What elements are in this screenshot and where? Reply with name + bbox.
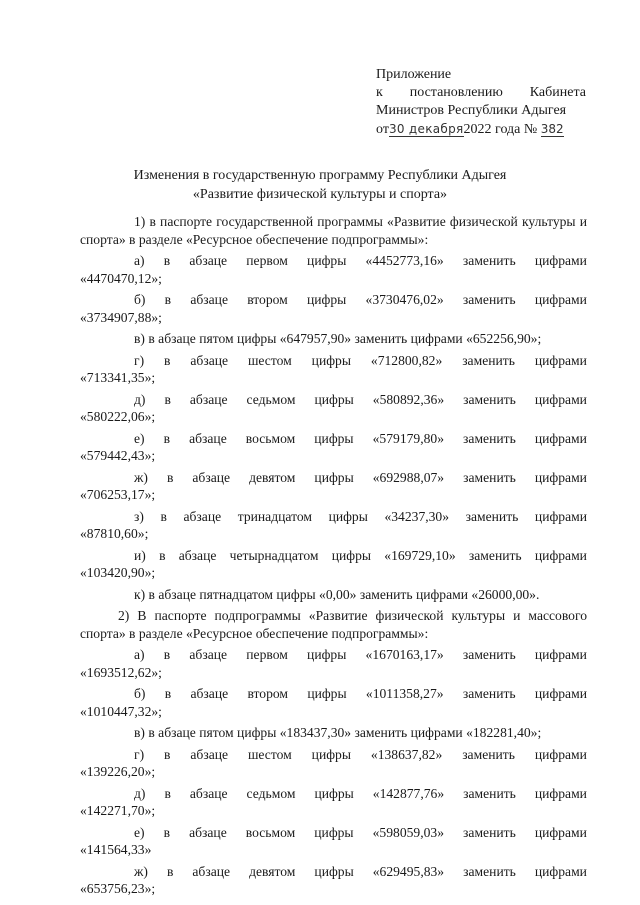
- amendment-word: «1011358,27»: [365, 686, 444, 701]
- annex-date-line: [376, 120, 586, 139]
- amendment-word: цифрами: [534, 547, 587, 563]
- amendment-word: абзаце: [189, 785, 228, 801]
- annex-line-2: [376, 84, 586, 102]
- amendment-word: абзаце: [189, 391, 228, 407]
- section-1-items: [80, 252, 587, 603]
- amendment-item: [80, 746, 587, 781]
- amendment-word: абзаце: [190, 746, 229, 762]
- amendment-line: [80, 685, 587, 703]
- amendment-word: цифрами: [534, 292, 587, 307]
- amendment-item: [80, 586, 587, 604]
- amendment-continuation: «1693512,62»;: [80, 664, 162, 680]
- amendment-word: абзаце: [178, 547, 217, 563]
- amendment-word: в: [163, 647, 171, 662]
- amendment-word: заменить: [463, 785, 516, 801]
- amendment-line: [80, 547, 587, 565]
- amendment-word: в: [164, 292, 172, 307]
- annex-word: Кабинета: [529, 85, 586, 100]
- amendment-word: шестом: [247, 352, 292, 368]
- amendment-word: «1670163,17»: [365, 647, 444, 662]
- amendment-line: [80, 291, 587, 309]
- amendment-word: цифрами: [534, 391, 587, 407]
- amendment-continuation: «103420,90»;: [80, 565, 156, 580]
- amendment-line: [80, 785, 587, 803]
- title-line-1: Изменения в государственную программу Республики Адыгея: [133, 168, 507, 183]
- amendment-word: цифрами: [534, 746, 587, 762]
- amendment-word: цифрами: [534, 508, 587, 524]
- amendment-word: цифрами: [534, 863, 587, 879]
- amendment-line: [80, 469, 587, 487]
- amendment-line: [80, 863, 587, 881]
- section-2-items: [80, 646, 587, 898]
- amendment-item: [80, 685, 587, 720]
- amendment-word: заменить: [463, 391, 516, 407]
- amendment-word: цифры: [314, 391, 354, 407]
- amendment-word: первом: [246, 647, 288, 662]
- amendment-word: абзаце: [183, 508, 222, 524]
- amendment-continuation: «87810,60»;: [80, 526, 149, 541]
- amendment-continuation: «139226,20»;: [80, 764, 156, 779]
- handwritten-date: 30 декабря: [388, 122, 464, 136]
- amendment-word: первом: [246, 253, 288, 268]
- amendment-word: заменить: [463, 863, 516, 879]
- amendment-line: [80, 508, 587, 526]
- amendment-line: [80, 252, 587, 270]
- amendment-word: цифрами: [534, 647, 587, 662]
- amendment-word: цифры: [307, 647, 347, 662]
- amendment-continuation: «3734907,88»;: [80, 309, 162, 325]
- amendment-word: б): [134, 686, 146, 701]
- amendment-line: [80, 391, 587, 409]
- amendment-word: з): [134, 508, 144, 524]
- amendment-word: заменить: [463, 824, 516, 840]
- amendment-word: цифрами: [534, 253, 587, 268]
- amendment-word: цифры: [331, 547, 372, 563]
- amendment-word: цифры: [311, 746, 351, 762]
- amendment-line: [80, 646, 587, 664]
- amendment-word: «34237,30»: [384, 508, 450, 524]
- amendment-word: цифрами: [534, 469, 587, 485]
- amendment-word: абзаце: [189, 430, 227, 446]
- amendment-word: «692988,07»: [372, 469, 445, 485]
- section-1-intro: 1) в паспорте государственной программы «Развитие физической культуры и спорта» в разделе «Ресурсное обеспечение подпрограммы»:: [80, 214, 587, 247]
- amendment-word: заменить: [462, 352, 515, 368]
- amendment-line: [80, 824, 587, 842]
- amendment-word: заменить: [465, 508, 519, 524]
- amendment-item: [80, 291, 587, 326]
- section-2-intro: 2) В паспорте подпрограммы «Развитие физической культуры и массового спорта» в разделе «Ресурсное обеспечение подпрограммы»:: [80, 608, 587, 641]
- amendment-item: [80, 646, 587, 681]
- annex-word: постановлению: [409, 85, 503, 100]
- amendment-word: абзаце: [190, 686, 229, 701]
- title-line-2: «Развитие физической культуры и спорта»: [192, 187, 448, 202]
- date-year: 2022 года №: [463, 122, 538, 137]
- amendment-word: заменить: [463, 430, 516, 446]
- amendment-word: в: [163, 430, 171, 446]
- amendment-word: в: [159, 547, 166, 563]
- amendment-word: «629495,83»: [372, 863, 445, 879]
- amendment-word: заменить: [462, 253, 516, 268]
- amendment-word: «712800,82»: [370, 352, 443, 368]
- amendment-word: цифрами: [534, 430, 587, 446]
- amendment-item: [80, 863, 587, 898]
- amendment-word: заменить: [462, 292, 516, 307]
- amendment-word: цифры: [314, 863, 354, 879]
- amendment-line: [80, 352, 587, 370]
- amendment-word: абзаце: [189, 253, 228, 268]
- amendment-word: «138637,82»: [370, 746, 443, 762]
- amendment-item: [80, 824, 587, 859]
- annex-word: к: [376, 85, 383, 100]
- amendment-word: заменить: [468, 547, 522, 563]
- amendment-continuation: «141564,33»: [80, 842, 152, 857]
- amendment-word: е): [134, 430, 145, 446]
- amendment-word: цифры: [307, 253, 347, 268]
- amendment-word: цифрами: [534, 785, 587, 801]
- amendment-item: [80, 352, 587, 387]
- amendment-word: «598059,03»: [372, 824, 444, 840]
- amendment-word: цифры: [307, 292, 347, 307]
- amendment-word: цифры: [314, 785, 354, 801]
- amendment-word: абзаце: [190, 352, 229, 368]
- amendment-word: в: [163, 253, 171, 268]
- annex-header: [376, 66, 586, 139]
- amendment-item: [80, 508, 587, 543]
- amendment-word: е): [134, 824, 145, 840]
- amendment-word: абзаце: [192, 469, 231, 485]
- amendment-word: цифры: [314, 469, 354, 485]
- amendment-word: четырнадцатом: [229, 547, 319, 563]
- amendment-word: д): [134, 785, 146, 801]
- amendment-text: к) в абзаце пятнадцатом цифры «0,00» заменить цифрами «26000,00».: [134, 586, 540, 602]
- amendment-word: в: [164, 352, 171, 368]
- amendment-word: «579179,80»: [372, 430, 444, 446]
- document-body: [80, 213, 587, 902]
- amendment-word: «3730476,02»: [365, 292, 444, 307]
- amendment-word: в: [166, 863, 174, 879]
- amendment-word: заменить: [462, 746, 515, 762]
- amendment-word: седьмом: [246, 785, 296, 801]
- amendment-word: в: [164, 391, 171, 407]
- amendment-word: шестом: [247, 746, 292, 762]
- amendment-item: [80, 391, 587, 426]
- amendment-word: заменить: [462, 647, 516, 662]
- amendment-word: «4452773,16»: [365, 253, 444, 268]
- amendment-word: цифры: [328, 508, 368, 524]
- amendment-continuation: «706253,17»;: [80, 487, 156, 502]
- amendment-word: ж): [134, 469, 148, 485]
- amendment-continuation: «4470470,12»;: [80, 270, 162, 286]
- amendment-word: цифры: [314, 430, 354, 446]
- amendment-word: г): [134, 746, 145, 762]
- amendment-continuation: «653756,23»;: [80, 881, 156, 896]
- amendment-item: [80, 724, 587, 742]
- amendment-word: цифры: [311, 352, 351, 368]
- amendment-item: [80, 469, 587, 504]
- amendment-continuation: «713341,35»;: [80, 370, 156, 385]
- amendment-word: цифрами: [534, 686, 587, 701]
- document-title: [60, 166, 580, 204]
- amendment-word: втором: [247, 686, 289, 701]
- amendment-line: [80, 746, 587, 764]
- amendment-word: седьмом: [246, 391, 296, 407]
- amendment-word: в: [164, 746, 171, 762]
- handwritten-number: 382: [540, 122, 564, 136]
- amendment-word: в: [160, 508, 167, 524]
- amendment-continuation: «579442,43»;: [80, 448, 156, 463]
- amendment-word: девятом: [249, 863, 296, 879]
- amendment-word: заменить: [462, 686, 516, 701]
- amendment-word: в: [164, 785, 171, 801]
- date-prefix: от: [376, 122, 389, 137]
- annex-line-3: Министров Республики Адыгея: [376, 103, 567, 118]
- amendment-word: цифрами: [534, 352, 587, 368]
- amendment-word: цифрами: [534, 824, 587, 840]
- amendment-word: в: [164, 686, 172, 701]
- amendment-item: [80, 430, 587, 465]
- amendment-word: цифры: [307, 686, 347, 701]
- amendment-word: восьмом: [245, 430, 296, 446]
- amendment-word: заменить: [463, 469, 516, 485]
- amendment-word: д): [134, 391, 146, 407]
- amendment-word: «142877,76»: [372, 785, 445, 801]
- amendment-continuation: «580222,06»;: [80, 409, 156, 424]
- amendment-word: абзаце: [189, 824, 227, 840]
- amendment-continuation: «1010447,32»;: [80, 703, 162, 719]
- amendment-word: втором: [247, 292, 288, 307]
- amendment-word: абзаце: [189, 647, 228, 662]
- amendment-word: восьмом: [245, 824, 296, 840]
- amendment-word: тринадцатом: [237, 508, 312, 524]
- amendment-word: г): [134, 352, 145, 368]
- amendment-word: абзаце: [190, 292, 228, 307]
- amendment-continuation: «142271,70»;: [80, 803, 156, 818]
- amendment-word: а): [134, 647, 145, 662]
- amendment-word: «169729,10»: [384, 547, 456, 563]
- amendment-item: [80, 330, 587, 348]
- amendment-word: в: [163, 824, 171, 840]
- amendment-word: ж): [134, 863, 148, 879]
- amendment-item: [80, 547, 587, 582]
- amendment-word: девятом: [249, 469, 296, 485]
- amendment-item: [80, 252, 587, 287]
- amendment-word: б): [134, 292, 146, 307]
- amendment-word: а): [134, 253, 145, 268]
- amendment-text: в) в абзаце пятом цифры «183437,30» заменить цифрами «182281,40»;: [134, 725, 542, 740]
- amendment-word: цифры: [314, 824, 354, 840]
- annex-title: Приложение: [376, 67, 452, 82]
- amendment-word: абзаце: [192, 863, 231, 879]
- amendment-text: в) в абзаце пятом цифры «647957,90» заменить цифрами «652256,90»;: [134, 331, 542, 346]
- amendment-word: «580892,36»: [372, 391, 445, 407]
- amendment-word: в: [166, 469, 174, 485]
- amendment-word: и): [134, 547, 146, 563]
- amendment-item: [80, 785, 587, 820]
- amendment-line: [80, 430, 587, 448]
